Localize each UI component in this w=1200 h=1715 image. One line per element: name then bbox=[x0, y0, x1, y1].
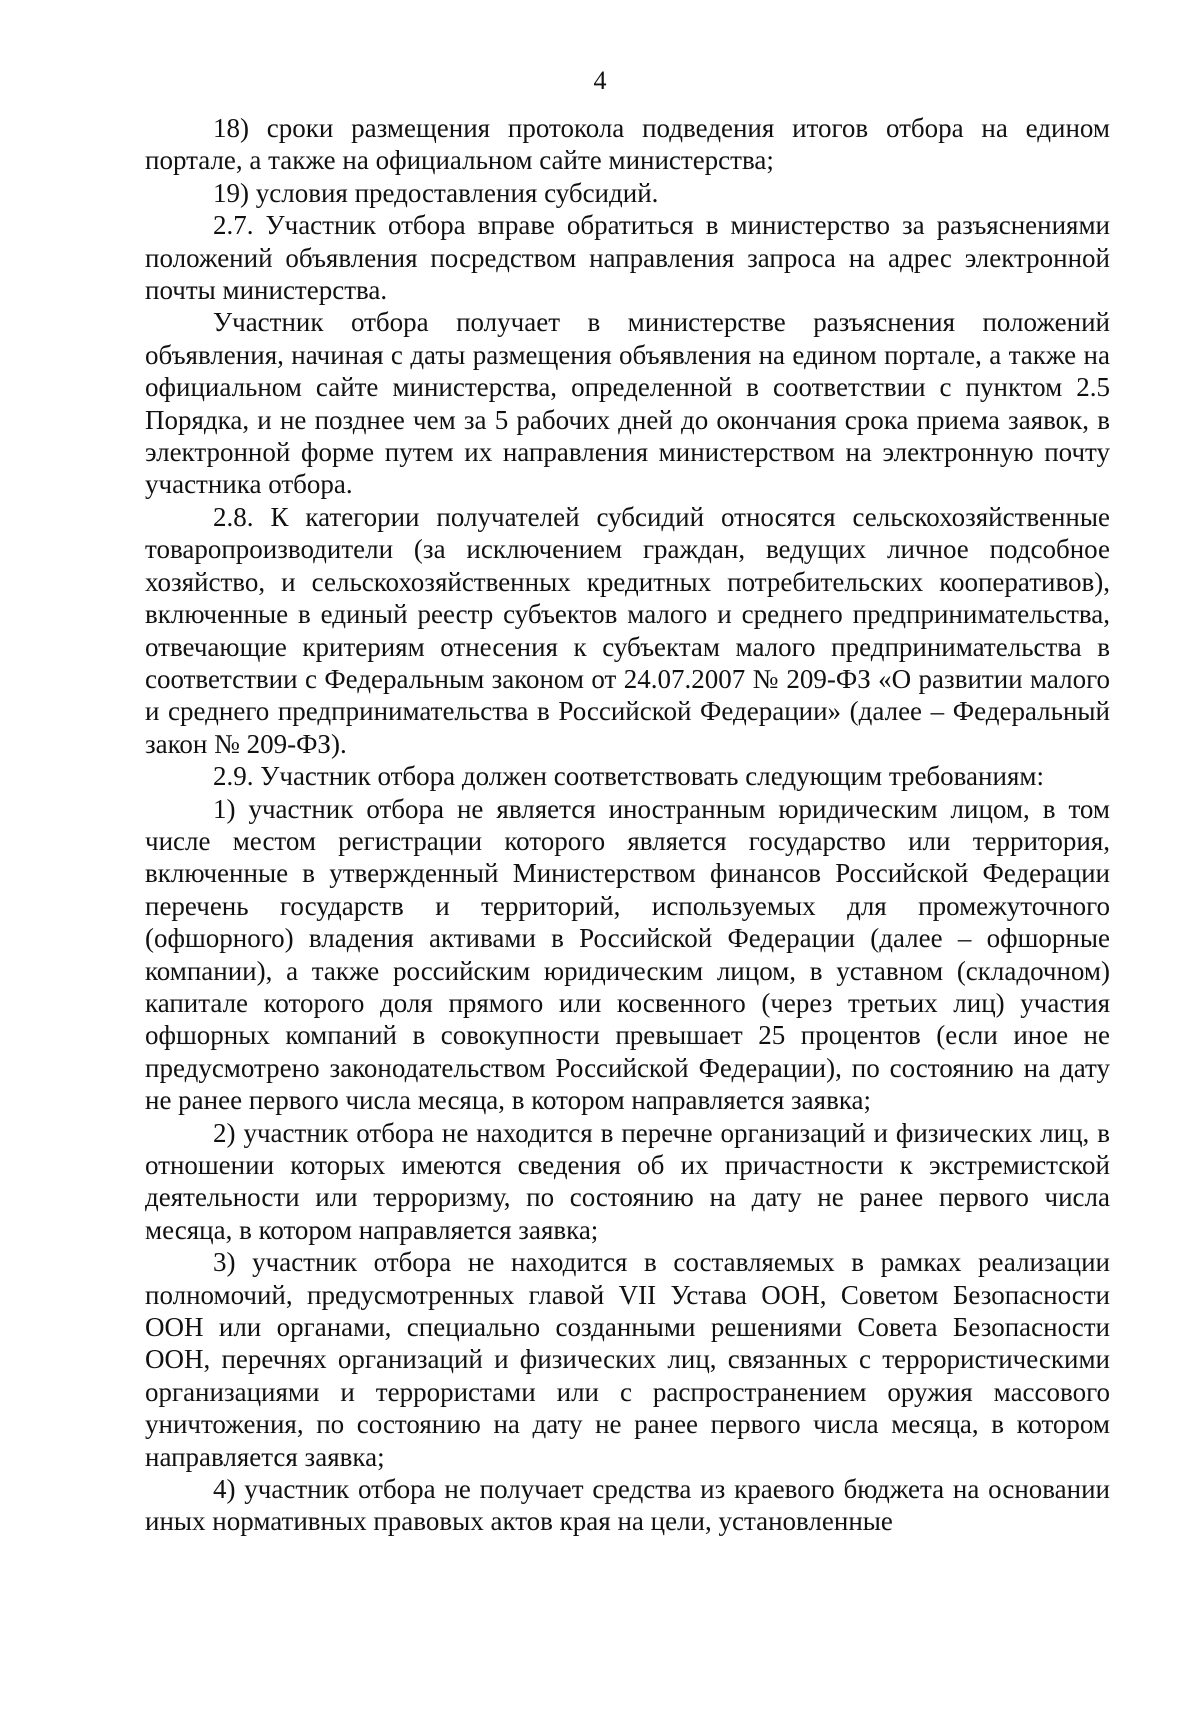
requirement-1: 1) участник отбора не является иностранным юридическим лицом, в том числе местом регистрации которого является государство или территория, включенные в утвержденный Министерством финансов Российской Федерации перечень государств и территорий, используемых для промежуточного (офшорного) владения активами в Российской Федерации (далее – офшорные компании), а также российским юридическим лицом, в уставном (складочном) капитале которого доля прямого или косвенного (через третьих лиц) участия офшорных компаний в совокупности превышает 25 процентов (если иное не предусмотрено законодательством Российской Федерации), по состоянию на дату не ранее первого числа месяца, в котором направляется заявка; bbox=[145, 793, 1110, 1116]
paragraph-2-7: 2.7. Участник отбора вправе обратиться в министерство за разъяснениями положений объявления посредством направления запроса на адрес электронной почты министерства. bbox=[145, 210, 1110, 306]
requirement-4: 4) участник отбора не получает средства из краевого бюджета на основании иных нормативных правовых актов края на цели, установленные bbox=[145, 1474, 1110, 1537]
paragraph-item-18: 18) сроки размещения протокола подведения итогов отбора на едином портале, а также на официальном сайте министерства; bbox=[145, 113, 1110, 176]
paragraph-2-8: 2.8. К категории получателей субсидий относятся сельскохозяйственные товаропроизводители (за исключением граждан, ведущих личное подсобное хозяйство, и сельскохозяйственных кредитных потребительских кооперативов), включенные в единый реестр субъектов малого и среднего предпринимательства, отвечающие критериям отнесения к субъектам малого предпринимательства в соответствии с Федеральным законом от 24.07.2007 № 209-ФЗ «О развитии малого и среднего предпринимательства в Российской Федерации» (далее – Федеральный закон № 209-ФЗ). bbox=[145, 501, 1110, 759]
document-body bbox=[145, 112, 1110, 1538]
page-number: 4 bbox=[593, 66, 607, 95]
paragraph-item-19: 19) условия предоставления субсидий. bbox=[213, 177, 659, 208]
requirement-3: 3) участник отбора не находится в составляемых в рамках реализации полномочий, предусмотренных главой VII Устава ООН, Советом Безопасности ООН или органами, специально созданными решениями Совета Безопасности ООН, перечнях организаций и физических лиц, связанных с террористическими организациями и террористами или с распространением оружия массового уничтожения, по состоянию на дату не ранее первого числа месяца, в котором направляется заявка; bbox=[145, 1247, 1110, 1472]
paragraph-clarifications: Участник отбора получает в министерстве разъяснения положений объявления, начиная с даты размещения объявления на едином портале, а также на официальном сайте министерства, определенной в соответствии с пунктом 2.5 Порядка, и не позднее чем за 5 рабочих дней до окончания срока приема заявок, в электронной форме путем их направления министерством на электронную почту участника отбора. bbox=[145, 307, 1110, 500]
requirement-2: 2) участник отбора не находится в перечне организаций и физических лиц, в отношении которых имеются сведения об их причастности к экстремистской деятельности или терроризму, по состоянию на дату не ранее первого числа месяца, в котором направляется заявка; bbox=[145, 1117, 1110, 1245]
paragraph-2-9: 2.9. Участник отбора должен соответствовать следующим требованиям: bbox=[213, 761, 1044, 792]
